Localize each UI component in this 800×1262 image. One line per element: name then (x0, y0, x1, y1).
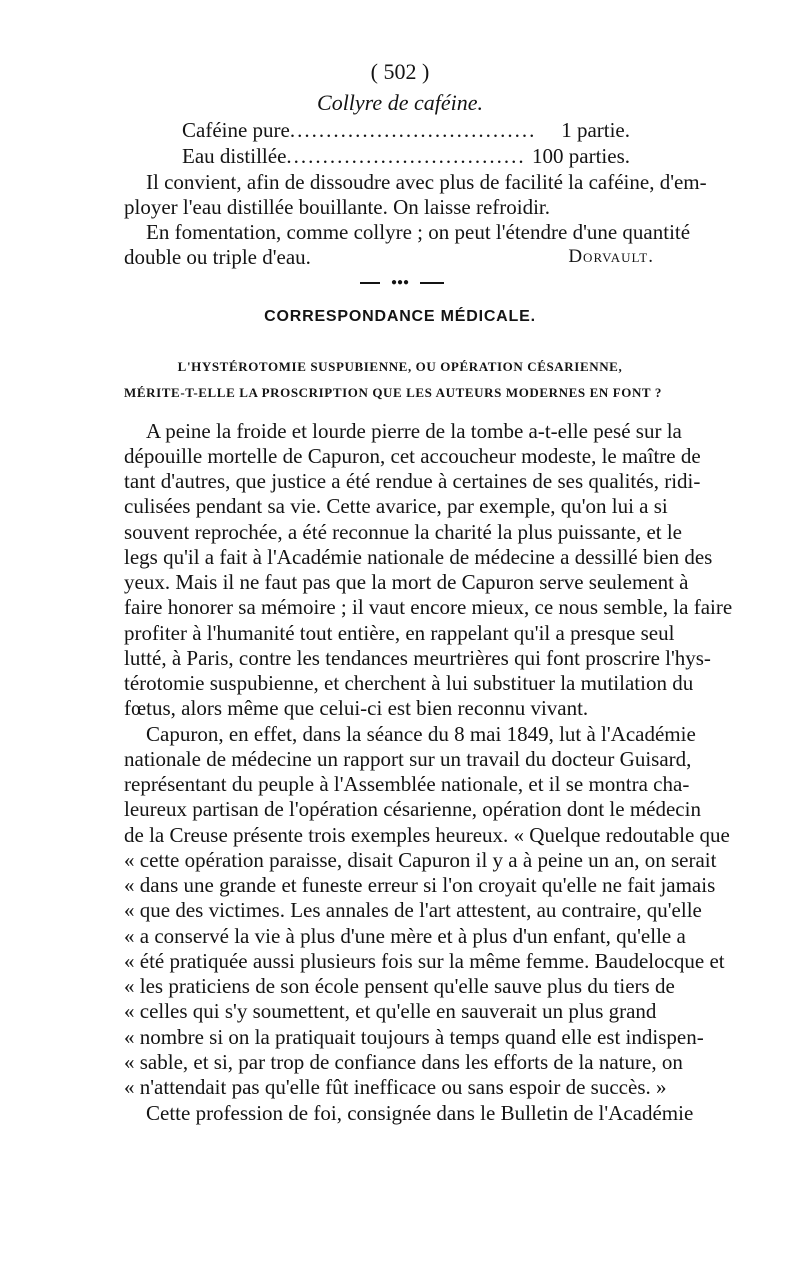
ingredient-row (182, 144, 630, 168)
leader-dots (290, 118, 535, 142)
body-line: « les praticiens de son école pensent qu'elle sauve plus du tiers de (124, 974, 675, 998)
body-line: « celles qui s'y soumettent, et qu'elle en sauverait un plus grand (124, 999, 657, 1023)
body-line: fœtus, alors même que celui-ci est bien reconnu vivant. (124, 696, 589, 720)
body-line: lutté, à Paris, contre les tendances meurtrières qui font proscrire l'hys- (124, 646, 711, 670)
instruction-line: En fomentation, comme collyre ; on peut l'étendre d'une quantité (146, 220, 691, 244)
body-line: « a conservé la vie à plus d'une mère et à plus d'un enfant, qu'elle a (124, 924, 686, 948)
body-line: nationale de médecine un rapport sur un travail du docteur Guisard, (124, 747, 692, 771)
author-signature: Dorvault. (568, 246, 654, 267)
body-line: « été pratiquée aussi plusieurs fois sur la même femme. Baudelocque et (124, 949, 725, 973)
body-line: « sable, et si, par trop de confiance dans les efforts de la nature, on (124, 1050, 683, 1074)
page-number: ( 502 ) (370, 59, 430, 84)
recipe-title: Collyre de caféine. (317, 90, 483, 115)
article-subtitle-line: MÉRITE-T-ELLE LA PROSCRIPTION QUE LES AUTEURS MODERNES EN FONT ? (124, 385, 662, 400)
article-subtitle-line: L'HYSTÉROTOMIE SUSPUBIENNE, OU OPÉRATION CÉSARIENNE, (177, 359, 623, 374)
body-line: Cette profession de foi, consignée dans le Bulletin de l'Académie (146, 1101, 694, 1125)
body-line: térotomie suspubienne, et cherchent à lui substituer la mutilation du (124, 671, 694, 695)
ingredient-name: Caféine pure (182, 118, 290, 142)
body-line: yeux. Mais il ne faut pas que la mort de Capuron serve seulement à (124, 570, 689, 594)
body-line: tant d'autres, que justice a été rendue à certaines de ses qualités, ridi- (124, 469, 701, 493)
body-line: de la Creuse présente trois exemples heureux. « Quelque redoutable que (124, 823, 730, 847)
ingredient-amount: 1 partie. (561, 118, 630, 142)
body-line: « nombre si on la pratiquait toujours à temps quand elle est indispen- (124, 1025, 704, 1049)
instruction-line: double ou triple d'eau. (124, 245, 311, 269)
body-line: « cette opération paraisse, disait Capuron il y a à peine un an, on serait (124, 848, 717, 872)
body-line: culisées pendant sa vie. Cette avarice, par exemple, qu'on lui a si (124, 494, 668, 518)
instruction-line: ployer l'eau distillée bouillante. On laisse refroidir. (124, 195, 550, 219)
leader-dots (286, 144, 526, 168)
body-line: dépouille mortelle de Capuron, cet accoucheur modeste, le maître de (124, 444, 701, 468)
body-line: souvent reprochée, a été reconnue la charité la plus puissante, et le (124, 520, 683, 544)
body-line: « n'attendait pas qu'elle fût inefficace ou sans espoir de succès. » (124, 1075, 667, 1099)
body-line: « dans une grande et funeste erreur si l'on croyait qu'elle ne fait jamais (124, 873, 716, 897)
body-line: faire honorer sa mémoire ; il vaut encore mieux, ce nous semble, la faire (124, 595, 733, 619)
body-line: profiter à l'humanité tout entière, en rappelant qu'il a presque seul (124, 621, 675, 645)
section-title: CORRESPONDANCE MÉDICALE. (264, 308, 536, 325)
body-line: A peine la froide et lourde pierre de la tombe a-t-elle pesé sur la (146, 419, 682, 443)
divider-ornament: ●●● (380, 278, 420, 288)
body-line: legs qu'il a fait à l'Académie nationale de médecine a dessillé bien des (124, 545, 713, 569)
ingredient-name: Eau distillée (182, 144, 287, 168)
body-line: « que des victimes. Les annales de l'art attestent, au contraire, qu'elle (124, 898, 702, 922)
body-line: représentant du peuple à l'Assemblée nationale, et il se montra cha- (124, 772, 690, 796)
body-line: Capuron, en effet, dans la séance du 8 mai 1849, lut à l'Académie (146, 722, 696, 746)
instruction-line: Il convient, afin de dissoudre avec plus de facilité la caféine, d'em- (146, 170, 707, 194)
body-line: leureux partisan de l'opération césarienne, opération dont le médecin (124, 797, 701, 821)
ingredient-amount: 100 parties. (532, 144, 630, 168)
ingredient-row (182, 118, 630, 142)
